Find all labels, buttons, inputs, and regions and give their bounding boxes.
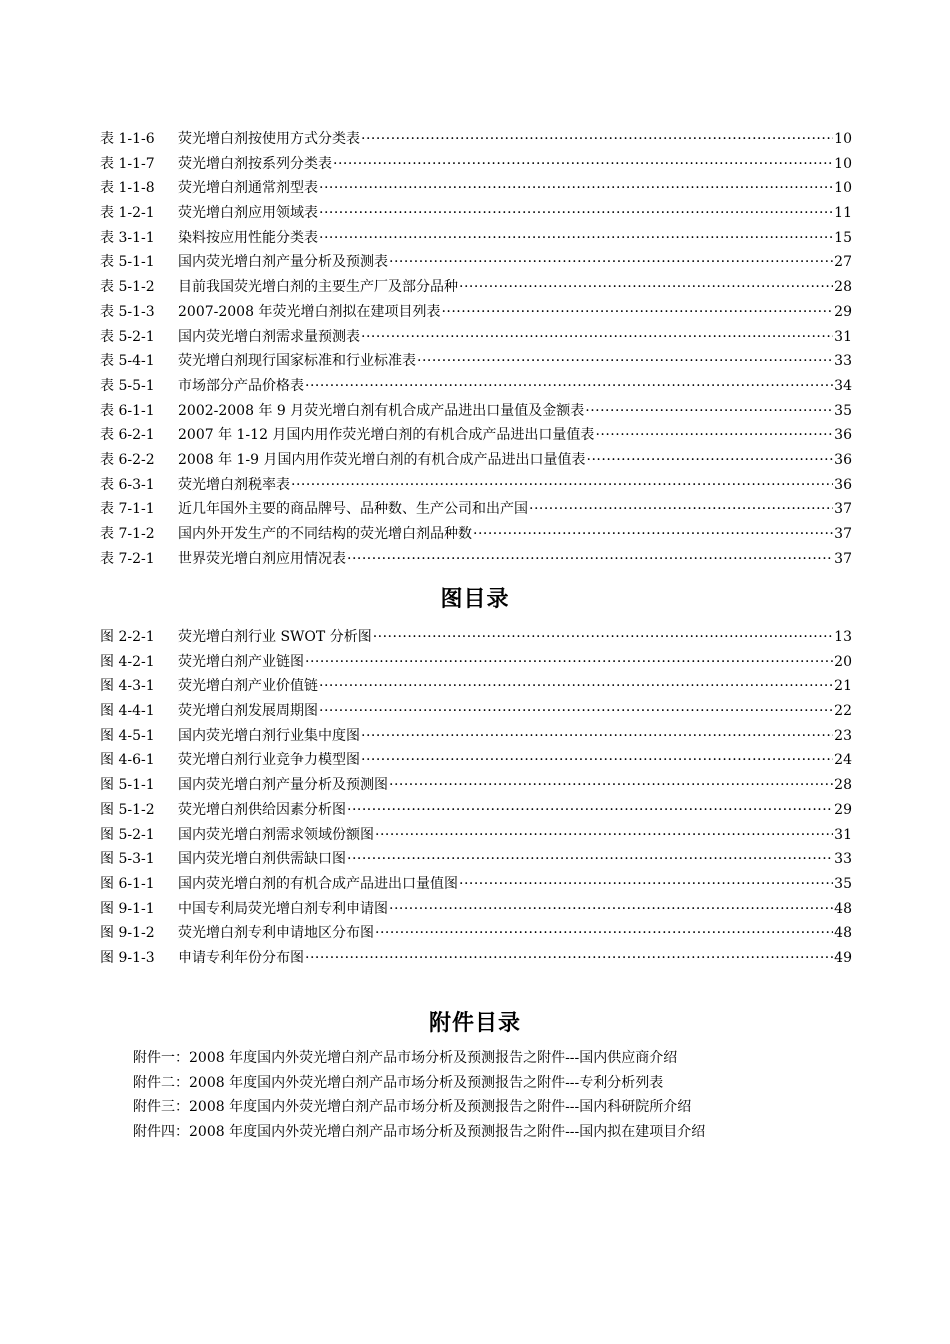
dot-leader — [361, 724, 833, 749]
dot-leader — [361, 127, 833, 152]
entry-code: 表 5-1-2 — [100, 279, 155, 296]
entry-code: 图 9-1-3 — [100, 949, 155, 966]
entry-code: 图 5-1-2 — [100, 801, 155, 818]
entry-code: 表 6-1-1 — [100, 402, 155, 419]
dot-leader — [347, 798, 833, 823]
toc-entry-table[interactable] — [100, 226, 852, 251]
entry-title: 荧光增白剂专利申请地区分布图 — [178, 925, 374, 942]
entry-title: 国内荧光增白剂需求领域份额图 — [178, 826, 374, 843]
entry-code: 图 5-2-1 — [100, 826, 155, 843]
entry-page: 28 — [834, 279, 852, 296]
dot-leader — [389, 250, 833, 275]
entry-page: 36 — [834, 476, 852, 493]
entry-title: 市场部分产品价格表 — [178, 377, 304, 394]
dot-leader — [441, 300, 833, 325]
entry-title: 申请专利年份分布图 — [178, 949, 304, 966]
entry-code: 表 3-1-1 — [100, 229, 155, 246]
entry-page: 34 — [834, 377, 852, 394]
dot-leader — [373, 625, 833, 650]
toc-entry-table[interactable] — [100, 399, 852, 424]
figure-toc-heading: 图目录 — [440, 587, 510, 612]
toc-entry-table[interactable] — [100, 127, 852, 152]
toc-entry-figure[interactable] — [100, 773, 852, 798]
appendix-entry[interactable]: 附件三：2008 年度国内外荧光增白剂产品市场分析及预测报告之附件---国内科研院所介绍 — [133, 1099, 692, 1116]
toc-entry-table[interactable] — [100, 497, 852, 522]
entry-code: 图 2-2-1 — [100, 629, 155, 645]
toc-entry-table[interactable] — [100, 275, 852, 300]
entry-page: 10 — [834, 131, 852, 147]
entry-title: 荧光增白剂供给因素分析图 — [178, 801, 346, 818]
toc-entry-figure[interactable] — [100, 897, 852, 922]
entry-title: 荧光增白剂通常剂型表 — [178, 180, 318, 197]
dot-leader — [347, 847, 833, 872]
entry-code: 表 7-1-2 — [100, 526, 155, 542]
entry-page: 29 — [834, 801, 852, 818]
entry-page: 21 — [834, 678, 852, 695]
entry-title: 国内荧光增白剂产量分析及预测图 — [178, 777, 388, 794]
entry-page: 37 — [834, 526, 852, 542]
entry-code: 图 4-4-1 — [100, 703, 155, 720]
dot-leader — [417, 349, 833, 374]
entry-page: 31 — [834, 328, 852, 345]
entry-page: 29 — [834, 303, 852, 320]
dot-leader — [333, 152, 833, 177]
entry-title: 荧光增白剂产业链图 — [178, 653, 304, 670]
toc-entry-table[interactable] — [100, 300, 852, 325]
entry-title: 荧光增白剂发展周期图 — [178, 703, 318, 720]
entry-code: 表 1-1-8 — [100, 180, 155, 197]
entry-title: 荧光增白剂税率表 — [178, 476, 290, 493]
entry-title: 2007-2008 年荧光增白剂拟在建项目列表 — [178, 303, 441, 320]
dot-leader — [459, 872, 833, 897]
entry-page: 37 — [834, 550, 852, 567]
dot-leader — [389, 897, 833, 922]
entry-code: 图 4-6-1 — [100, 752, 155, 769]
entry-code: 图 9-1-2 — [100, 925, 155, 942]
entry-title: 中国专利局荧光增白剂专利申请图 — [178, 900, 388, 917]
entry-page: 10 — [834, 180, 852, 197]
dot-leader — [473, 522, 833, 547]
entry-code: 表 5-2-1 — [100, 328, 155, 345]
appendix-entry[interactable]: 附件一：2008 年度国内外荧光增白剂产品市场分析及预测报告之附件---国内供应商介绍 — [133, 1050, 678, 1066]
entry-page: 27 — [834, 254, 852, 271]
entry-title: 近几年国外主要的商品牌号、品种数、生产公司和出产国 — [178, 501, 528, 518]
entry-page: 24 — [834, 752, 852, 769]
toc-entry-table[interactable] — [100, 176, 852, 201]
entry-page: 37 — [834, 501, 852, 518]
entry-code: 图 5-3-1 — [100, 851, 155, 868]
entry-page: 36 — [834, 427, 852, 444]
dot-leader — [595, 423, 833, 448]
toc-entry-figure[interactable] — [100, 748, 852, 773]
entry-title: 目前我国荧光增白剂的主要生产厂及部分品种 — [178, 279, 458, 296]
toc-entry-table[interactable] — [100, 423, 852, 448]
entry-page: 33 — [834, 353, 852, 370]
entry-title: 国内荧光增白剂需求量预测表 — [178, 328, 360, 345]
entry-title: 荧光增白剂现行国家标准和行业标准表 — [178, 353, 416, 370]
entry-page: 23 — [834, 727, 852, 744]
toc-entry-figure[interactable] — [100, 650, 852, 675]
table-of-figures — [100, 625, 852, 971]
dot-leader — [291, 473, 833, 498]
toc-entry-figure[interactable] — [100, 625, 852, 650]
toc-entry-table[interactable] — [100, 349, 852, 374]
entry-code: 表 1-2-1 — [100, 205, 155, 222]
dot-leader — [459, 275, 833, 300]
dot-leader — [347, 547, 833, 572]
entry-page: 15 — [834, 229, 852, 246]
dot-leader — [305, 374, 833, 399]
entry-code: 表 5-1-3 — [100, 303, 155, 320]
entry-code: 图 4-3-1 — [100, 678, 155, 695]
entry-title: 世界荧光增白剂应用情况表 — [178, 550, 346, 567]
entry-code: 表 5-4-1 — [100, 353, 155, 370]
toc-entry-figure[interactable] — [100, 823, 852, 848]
toc-entry-table[interactable] — [100, 547, 852, 572]
toc-entry-figure[interactable] — [100, 872, 852, 897]
entry-code: 表 7-1-1 — [100, 501, 155, 518]
toc-entry-table[interactable] — [100, 522, 852, 547]
entry-code: 表 7-2-1 — [100, 550, 155, 567]
dot-leader — [585, 399, 833, 424]
toc-entry-table[interactable] — [100, 250, 852, 275]
entry-page: 13 — [834, 629, 852, 645]
toc-entry-figure[interactable] — [100, 847, 852, 872]
toc-entry-figure[interactable] — [100, 699, 852, 724]
toc-entry-table[interactable] — [100, 152, 852, 177]
toc-entry-table[interactable] — [100, 374, 852, 399]
entry-title: 国内荧光增白剂的有机合成产品进出口量值图 — [178, 875, 458, 892]
entry-title: 荧光增白剂按使用方式分类表 — [178, 131, 360, 147]
dot-leader — [319, 226, 833, 251]
entry-title: 染料按应用性能分类表 — [178, 229, 318, 246]
appendix-entry[interactable]: 附件四：2008 年度国内外荧光增白剂产品市场分析及预测报告之附件---国内拟在建项目介绍 — [133, 1124, 706, 1141]
entry-title: 荧光增白剂行业竞争力模型图 — [178, 752, 360, 769]
entry-code: 图 6-1-1 — [100, 875, 155, 892]
dot-leader — [319, 201, 833, 226]
entry-title: 2007 年 1-12 月国内用作荧光增白剂的有机合成产品进出口量值表 — [178, 427, 595, 444]
entry-code: 表 6-3-1 — [100, 476, 155, 493]
entry-page: 10 — [834, 155, 852, 172]
entry-code: 图 5-1-1 — [100, 777, 155, 794]
entry-code: 表 5-1-1 — [100, 254, 155, 271]
dot-leader — [587, 448, 834, 473]
entry-code: 表 6-2-1 — [100, 427, 155, 444]
entry-title: 荧光增白剂行业 SWOT 分析图 — [178, 629, 372, 645]
dot-leader — [319, 176, 833, 201]
dot-leader — [305, 946, 833, 971]
toc-entry-figure[interactable] — [100, 724, 852, 749]
entry-page: 49 — [834, 949, 852, 966]
entry-code: 图 4-2-1 — [100, 653, 155, 670]
entry-code: 表 1-1-6 — [100, 131, 155, 147]
appendix-list — [133, 1046, 853, 1145]
entry-page: 22 — [834, 703, 852, 720]
entry-page: 11 — [834, 205, 852, 222]
entry-page: 33 — [834, 851, 852, 868]
entry-page: 31 — [834, 826, 852, 843]
entry-page: 35 — [834, 875, 852, 892]
dot-leader — [319, 674, 833, 699]
toc-entry-figure[interactable] — [100, 798, 852, 823]
table-of-tables — [100, 127, 852, 571]
entry-page: 20 — [834, 653, 852, 670]
entry-code: 图 9-1-1 — [100, 900, 155, 917]
toc-entry-table[interactable] — [100, 201, 852, 226]
toc-entry-figure[interactable] — [100, 946, 852, 971]
entry-page: 35 — [834, 402, 852, 419]
toc-entry-figure[interactable] — [100, 921, 852, 946]
entry-code: 表 5-5-1 — [100, 377, 155, 394]
entry-title: 国内外开发生产的不同结构的荧光增白剂品种数 — [178, 526, 472, 542]
dot-leader — [319, 699, 833, 724]
entry-title: 国内荧光增白剂行业集中度图 — [178, 727, 360, 744]
entry-title: 荧光增白剂产业价值链 — [178, 678, 318, 695]
entry-title: 荧光增白剂应用领域表 — [178, 205, 318, 222]
dot-leader — [375, 921, 833, 946]
appendix-entry[interactable]: 附件二：2008 年度国内外荧光增白剂产品市场分析及预测报告之附件---专利分析列表 — [133, 1074, 664, 1091]
entry-page: 28 — [834, 777, 852, 794]
entry-page: 36 — [834, 451, 852, 468]
appendix-toc-heading: 附件目录 — [428, 1011, 521, 1036]
entry-page: 48 — [834, 900, 852, 917]
entry-code: 表 6-2-2 — [100, 451, 155, 468]
toc-entry-table[interactable] — [100, 448, 852, 473]
dot-leader — [529, 497, 833, 522]
entry-code: 图 4-5-1 — [100, 727, 155, 744]
entry-title: 2002-2008 年 9 月荧光增白剂有机合成产品进出口量值及金额表 — [178, 402, 585, 419]
dot-leader — [361, 325, 833, 350]
toc-entry-figure[interactable] — [100, 674, 852, 699]
dot-leader — [375, 823, 833, 848]
entry-title: 荧光增白剂按系列分类表 — [178, 155, 332, 172]
entry-code: 表 1-1-7 — [100, 155, 155, 172]
entry-title: 国内荧光增白剂产量分析及预测表 — [178, 254, 388, 271]
entry-page: 48 — [834, 925, 852, 942]
toc-entry-table[interactable] — [100, 473, 852, 498]
entry-title: 国内荧光增白剂供需缺口图 — [178, 851, 346, 868]
dot-leader — [361, 748, 833, 773]
dot-leader — [389, 773, 833, 798]
dot-leader — [305, 650, 833, 675]
entry-title: 2008 年 1-9 月国内用作荧光增白剂的有机合成产品进出口量值表 — [178, 451, 586, 468]
toc-entry-table[interactable] — [100, 325, 852, 350]
